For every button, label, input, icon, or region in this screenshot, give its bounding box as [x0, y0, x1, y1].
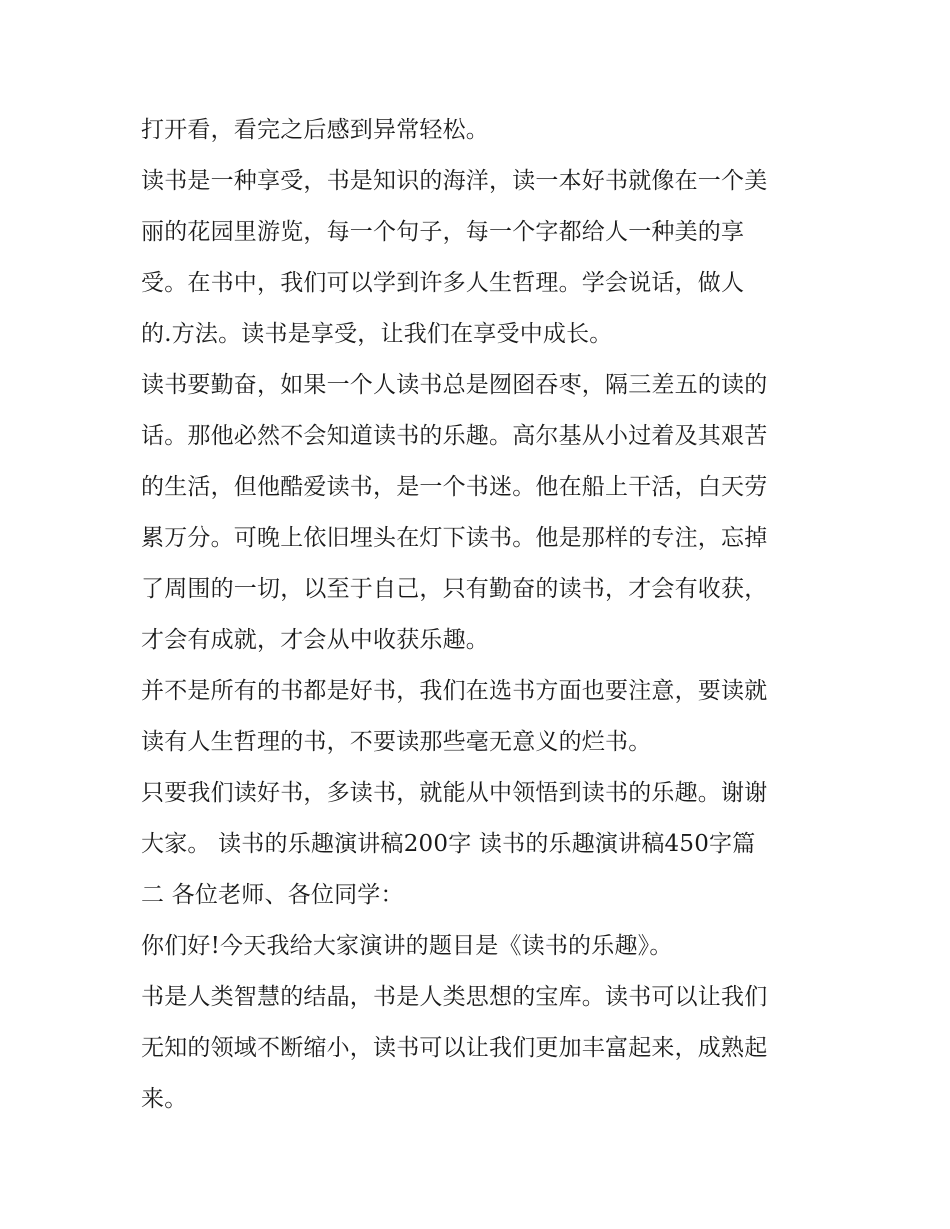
text-line: 来。	[141, 1086, 188, 1112]
text-line: 了周围的一切，以至于自己，只有勤奋的读书，才会有收获，	[141, 576, 768, 602]
text-line: 打开看，看完之后感到异常轻松。	[141, 117, 489, 143]
text-line: 累万分。可晚上依旧埋头在灯下读书。他是那样的专注，忘掉	[141, 525, 768, 551]
text-line: 的.方法。读书是享受，让我们在享受中成长。	[141, 321, 613, 347]
text-line: 读有人生哲理的书，不要读那些毫无意义的烂书。	[141, 729, 652, 755]
text-line: 的生活，但他酷爱读书，是一个书迷。他在船上干活，白天劳	[141, 474, 768, 500]
text-line: 书是人类智慧的结晶，书是人类思想的宝库。读书可以让我们	[141, 984, 768, 1010]
text-line: 才会有成就，才会从中收获乐趣。	[141, 627, 489, 653]
text-line: 无知的领域不断缩小，读书可以让我们更加丰富起来，成熟起	[141, 1035, 768, 1061]
text-line: 你们好!今天我给大家演讲的题目是《读书的乐趣》。	[141, 933, 673, 959]
text-line: 二 各位老师、各位同学：	[141, 882, 404, 908]
text-line: 并不是所有的书都是好书，我们在选书方面也要注意，要读就	[141, 678, 768, 704]
text-line: 读书要勤奋，如果一个人读书总是囫囵吞枣，隔三差五的读的	[141, 372, 768, 398]
text-line: 丽的花园里游览，每一个句子，每一个字都给人一种美的享	[141, 219, 745, 245]
text-line: 只要我们读好书，多读书，就能从中领悟到读书的乐趣。谢谢	[141, 780, 768, 806]
text-line: 大家。 读书的乐趣演讲稿200字 读书的乐趣演讲稿450字篇	[141, 831, 756, 857]
text-line: 话。那他必然不会知道读书的乐趣。高尔基从小过着及其艰苦	[141, 423, 768, 449]
text-line: 受。在书中，我们可以学到许多人生哲理。学会说话，做人	[141, 270, 745, 296]
text-line: 读书是一种享受，书是知识的海洋，读一本好书就像在一个美	[141, 168, 768, 194]
